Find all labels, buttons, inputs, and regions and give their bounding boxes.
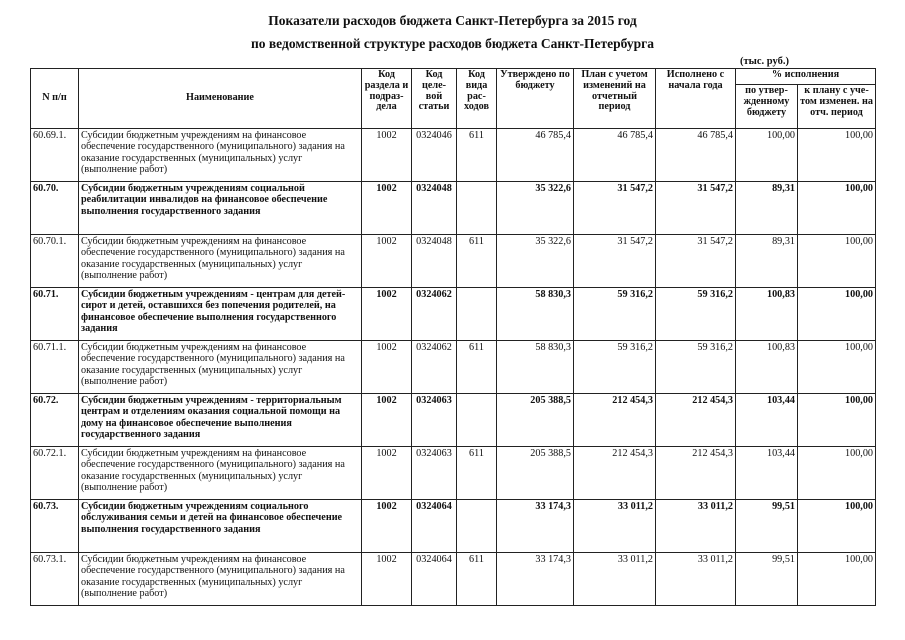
cell-vid: 611 — [457, 341, 497, 394]
cell-pct-approved: 99,51 — [736, 500, 798, 553]
cell-plan: 59 316,2 — [574, 341, 656, 394]
cell-vid — [457, 288, 497, 341]
col-header-pct-group: % исполнения — [736, 69, 876, 85]
cell-pct-approved: 100,83 — [736, 288, 798, 341]
cell-name: Субсидии бюджетным учреждениям социального обслуживания семьи и детей на финансовое обеспечение выполнения государственного задания — [79, 500, 362, 553]
cell-razdel: 1002 — [362, 341, 412, 394]
cell-executed: 31 547,2 — [656, 235, 736, 288]
cell-pct-approved: 103,44 — [736, 394, 798, 447]
cell-pct-approved: 99,51 — [736, 553, 798, 606]
col-header-num: N п/п — [31, 69, 79, 129]
table-row — [31, 553, 876, 606]
cell-name: Субсидии бюджетным учреждениям - центрам для детей-сирот и детей, оставшихся без попечения родителей, на финансовое обеспечение выполнения государственного задания — [79, 288, 362, 341]
cell-num: 60.73. — [31, 500, 79, 553]
cell-statya: 0324048 — [412, 235, 457, 288]
cell-pct-plan: 100,00 — [798, 235, 876, 288]
cell-pct-plan: 100,00 — [798, 288, 876, 341]
cell-plan: 212 454,3 — [574, 447, 656, 500]
table-row — [31, 500, 876, 553]
cell-executed: 33 011,2 — [656, 500, 736, 553]
cell-plan: 59 316,2 — [574, 288, 656, 341]
cell-statya: 0324064 — [412, 500, 457, 553]
budget-table — [30, 68, 876, 606]
cell-vid: 611 — [457, 235, 497, 288]
cell-executed: 59 316,2 — [656, 341, 736, 394]
cell-pct-plan: 100,00 — [798, 129, 876, 182]
col-header-vid: Код вида рас-ходов — [457, 69, 497, 129]
cell-num: 60.72. — [31, 394, 79, 447]
cell-approved: 46 785,4 — [497, 129, 574, 182]
cell-executed: 59 316,2 — [656, 288, 736, 341]
cell-pct-approved: 100,83 — [736, 341, 798, 394]
cell-pct-approved: 89,31 — [736, 182, 798, 235]
cell-plan: 33 011,2 — [574, 553, 656, 606]
cell-approved: 205 388,5 — [497, 447, 574, 500]
cell-razdel: 1002 — [362, 182, 412, 235]
col-header-executed: Исполнено с начала года — [656, 69, 736, 129]
cell-vid: 611 — [457, 129, 497, 182]
cell-vid: 611 — [457, 447, 497, 500]
cell-statya: 0324063 — [412, 394, 457, 447]
cell-name: Субсидии бюджетным учреждениям на финансовое обеспечение государственного (муниципального) задания на оказание государственных (муниципальных) услуг (выполнение работ) — [79, 235, 362, 288]
table-row — [31, 288, 876, 341]
cell-razdel: 1002 — [362, 553, 412, 606]
col-header-plan: План с учетом изменений на отчетный период — [574, 69, 656, 129]
cell-razdel: 1002 — [362, 129, 412, 182]
cell-pct-approved: 100,00 — [736, 129, 798, 182]
cell-razdel: 1002 — [362, 288, 412, 341]
cell-statya: 0324046 — [412, 129, 457, 182]
cell-executed: 31 547,2 — [656, 182, 736, 235]
cell-name: Субсидии бюджетным учреждениям на финансовое обеспечение государственного (муниципального) задания на оказание государственных (муниципальных) услуг (выполнение работ) — [79, 341, 362, 394]
cell-razdel: 1002 — [362, 235, 412, 288]
cell-num: 60.69.1. — [31, 129, 79, 182]
cell-approved: 58 830,3 — [497, 288, 574, 341]
cell-pct-plan: 100,00 — [798, 394, 876, 447]
cell-plan: 31 547,2 — [574, 235, 656, 288]
cell-num: 60.70. — [31, 182, 79, 235]
cell-name: Субсидии бюджетным учреждениям социальной реабилитации инвалидов на финансовое обеспечение выполнения государственного задания — [79, 182, 362, 235]
cell-name: Субсидии бюджетным учреждениям на финансовое обеспечение государственного (муниципального) задания на оказание государственных (муниципальных) услуг (выполнение работ) — [79, 447, 362, 500]
page-subtitle: по ведомственной структуре расходов бюджета Санкт-Петербурга — [250, 36, 655, 51]
cell-plan: 31 547,2 — [574, 182, 656, 235]
cell-approved: 33 174,3 — [497, 553, 574, 606]
cell-pct-plan: 100,00 — [798, 500, 876, 553]
cell-vid — [457, 394, 497, 447]
table-row — [31, 394, 876, 447]
cell-num: 60.73.1. — [31, 553, 79, 606]
cell-approved: 58 830,3 — [497, 341, 574, 394]
cell-num: 60.71. — [31, 288, 79, 341]
cell-pct-plan: 100,00 — [798, 341, 876, 394]
table-row — [31, 447, 876, 500]
col-header-pct-plan: к плану с уче-том изменен. на отч. период — [798, 85, 876, 129]
cell-executed: 212 454,3 — [656, 447, 736, 500]
cell-executed: 212 454,3 — [656, 394, 736, 447]
col-header-pct-approved: по утвер-жденному бюджету — [736, 85, 798, 129]
cell-approved: 35 322,6 — [497, 235, 574, 288]
cell-approved: 33 174,3 — [497, 500, 574, 553]
cell-pct-approved: 103,44 — [736, 447, 798, 500]
cell-razdel: 1002 — [362, 447, 412, 500]
cell-name: Субсидии бюджетным учреждениям на финансовое обеспечение государственного (муниципального) задания на оказание государственных (муниципальных) услуг (выполнение работ) — [79, 129, 362, 182]
cell-pct-approved: 89,31 — [736, 235, 798, 288]
cell-vid — [457, 182, 497, 235]
cell-statya: 0324063 — [412, 447, 457, 500]
col-header-razdel: Код раздела и подраз-дела — [362, 69, 412, 129]
cell-executed: 33 011,2 — [656, 553, 736, 606]
cell-statya: 0324062 — [412, 288, 457, 341]
cell-pct-plan: 100,00 — [798, 447, 876, 500]
table-row — [31, 129, 876, 182]
cell-vid — [457, 500, 497, 553]
cell-plan: 212 454,3 — [574, 394, 656, 447]
cell-razdel: 1002 — [362, 394, 412, 447]
cell-plan: 33 011,2 — [574, 500, 656, 553]
cell-name: Субсидии бюджетным учреждениям - территориальным центрам и отделениям оказания социальной помощи на дому на финансовое обеспечение выполнения государственного задания — [79, 394, 362, 447]
table-row — [31, 235, 876, 288]
cell-num: 60.70.1. — [31, 235, 79, 288]
table-row — [31, 341, 876, 394]
cell-approved: 35 322,6 — [497, 182, 574, 235]
table-row — [31, 182, 876, 235]
table-body — [31, 129, 876, 606]
cell-statya: 0324062 — [412, 341, 457, 394]
cell-statya: 0324048 — [412, 182, 457, 235]
col-header-approved: Утверждено по бюджету — [497, 69, 574, 129]
cell-plan: 46 785,4 — [574, 129, 656, 182]
cell-pct-plan: 100,00 — [798, 182, 876, 235]
cell-statya: 0324064 — [412, 553, 457, 606]
page-title: Показатели расходов бюджета Санкт-Петербурга за 2015 год — [268, 13, 637, 28]
cell-razdel: 1002 — [362, 500, 412, 553]
cell-vid: 611 — [457, 553, 497, 606]
cell-num: 60.71.1. — [31, 341, 79, 394]
units-label: (тыс. руб.) — [740, 56, 789, 67]
cell-approved: 205 388,5 — [497, 394, 574, 447]
cell-pct-plan: 100,00 — [798, 553, 876, 606]
cell-num: 60.72.1. — [31, 447, 79, 500]
cell-executed: 46 785,4 — [656, 129, 736, 182]
col-header-statya: Код целе-вой статьи — [412, 69, 457, 129]
col-header-name: Наименование — [79, 69, 362, 129]
cell-name: Субсидии бюджетным учреждениям на финансовое обеспечение государственного (муниципального) задания на оказание государственных (муниципальных) услуг (выполнение работ) — [79, 553, 362, 606]
